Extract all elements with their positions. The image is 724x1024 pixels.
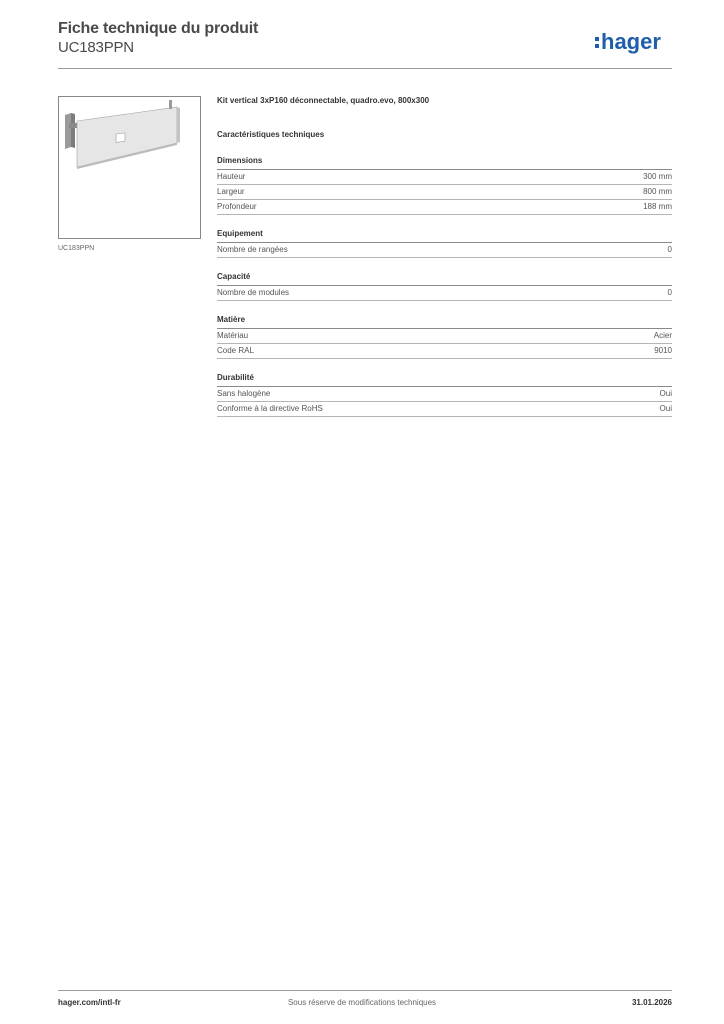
- spec-group-matiere: [217, 315, 672, 359]
- spec-label: Nombre de rangées: [217, 245, 288, 254]
- group-heading: Durabilité: [217, 373, 672, 387]
- spec-group-capacite: [217, 272, 672, 301]
- spec-row: [217, 170, 672, 185]
- product-image: [58, 96, 201, 239]
- product-reference: UC183PPN: [58, 39, 134, 56]
- spec-row: [217, 200, 672, 215]
- spec-row: [217, 387, 672, 402]
- spec-label: Matériau: [217, 331, 249, 340]
- spec-label: Profondeur: [217, 202, 257, 211]
- image-caption: UC183PPN: [58, 245, 95, 252]
- footer-date: 31.01.2026: [631, 998, 672, 1007]
- spec-label: Code RAL: [217, 346, 254, 355]
- hager-logo: [594, 28, 674, 58]
- spec-group-durabilite: [217, 373, 672, 417]
- group-heading: Matière: [217, 315, 672, 329]
- spec-row: [217, 185, 672, 200]
- footer-website-link[interactable]: hager.com/intl-fr: [58, 998, 121, 1007]
- product-illustration: [59, 97, 200, 238]
- group-heading: Equipement: [217, 229, 672, 243]
- spec-value: 0: [667, 288, 672, 297]
- footer-divider: [58, 990, 672, 991]
- spec-group-equipement: [217, 229, 672, 258]
- header-divider: [58, 68, 672, 69]
- spec-value: Oui: [659, 389, 672, 398]
- spec-label: Largeur: [217, 187, 245, 196]
- spec-row: [217, 329, 672, 344]
- group-heading: Capacité: [217, 272, 672, 286]
- spec-value: 9010: [654, 346, 672, 355]
- spec-group-dimensions: [217, 156, 672, 215]
- spec-value: 300 mm: [643, 172, 672, 181]
- spec-value: 800 mm: [643, 187, 672, 196]
- spec-label: Hauteur: [217, 172, 246, 181]
- logo-wordmark: hager: [601, 29, 661, 54]
- spec-row: [217, 286, 672, 301]
- spec-row: [217, 243, 672, 258]
- spec-value: Oui: [659, 404, 672, 413]
- spec-value: 188 mm: [643, 202, 672, 211]
- spec-label: Sans halogène: [217, 389, 271, 398]
- specs-section-title: Caractéristiques techniques: [217, 130, 325, 139]
- spec-label: Conforme à la directive RoHS: [217, 404, 323, 413]
- page-title: Fiche technique du produit: [58, 20, 259, 37]
- spec-sheet: [217, 96, 672, 417]
- product-name: Kit vertical 3xP160 déconnectable, quadro.evo, 800x300: [217, 96, 430, 105]
- spec-row: [217, 402, 672, 417]
- spec-value: 0: [667, 245, 672, 254]
- group-heading: Dimensions: [217, 156, 672, 170]
- hager-logo-mark: [594, 28, 674, 58]
- footer-notice: Sous réserve de modifications techniques: [287, 998, 437, 1007]
- spec-value: Acier: [653, 331, 672, 340]
- spec-label: Nombre de modules: [217, 288, 290, 297]
- spec-row: [217, 344, 672, 359]
